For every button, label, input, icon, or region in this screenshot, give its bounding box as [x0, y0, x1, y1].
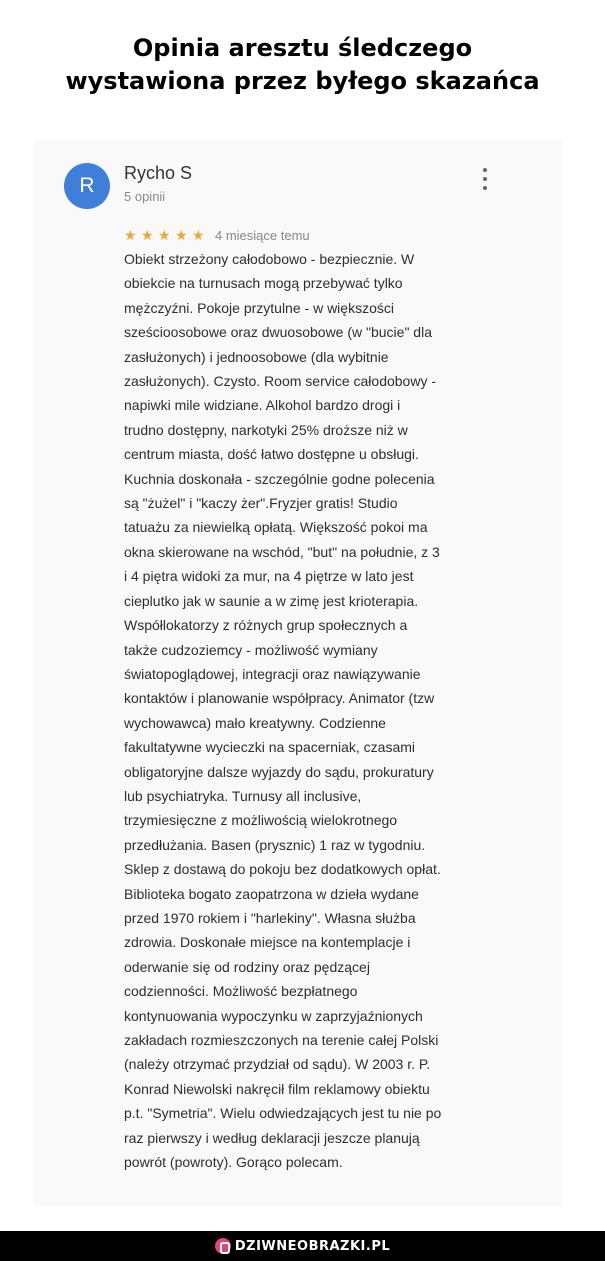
headline-line-2: wystawiona przez byłego skazańca: [65, 67, 540, 95]
review-text-line: raz pierwszy i według deklaracji jeszcze planują: [124, 1129, 420, 1146]
review-text-line: powrót (powroty). Gorąco polecam.: [124, 1154, 343, 1171]
review-text-line: Biblioteka bogato zaopatrzona w dzieła wydane: [124, 885, 419, 902]
site-name: DZIWNEOBRAZKI.PL: [234, 1238, 391, 1254]
star-rating: [124, 227, 209, 243]
review-text-line: lub psychiatryka. Turnusy all inclusive,: [124, 787, 362, 804]
review-text-line: codzienności. Możliwość bezpłatnego: [124, 983, 358, 1000]
review-text-line: sześcioosobowe oraz dwuosobowe (w "bucie" dla: [124, 324, 432, 341]
page-headline: [0, 32, 605, 98]
menu-dot: [483, 177, 487, 181]
review-text-line: trudno dostępny, narkotyki 25% droższe niż w: [124, 421, 408, 438]
review-text-line: centrum miasta, dość łatwo dostępne u obsługi.: [124, 446, 419, 463]
review-text-line: wychowawca) mało kreatywny. Codzienne: [124, 714, 386, 731]
review-time: 4 miesiące temu: [215, 227, 310, 243]
review-text-line: także cudzoziemcy - możliwość wymiany: [124, 641, 378, 658]
review-text-line: Kuchnia doskonała - szczególnie godne polecenia: [124, 470, 435, 487]
headline-line-1: Opinia aresztu śledczego: [132, 34, 473, 62]
review-text-line: cieplutko jak w saunie a w zimę jest krioterapia.: [124, 592, 419, 609]
review-text-line: okna skierowane na wschód, "but" na południe, z 3: [124, 543, 440, 560]
author-avatar[interactable]: [64, 163, 110, 209]
menu-dot: [483, 186, 487, 190]
menu-dot: [483, 168, 487, 172]
site-logo[interactable]: [215, 1238, 390, 1254]
star-icon: ★: [192, 227, 205, 243]
review-text-line: obiekcie na turnusach mogą przebywać tylko: [124, 275, 403, 292]
rating-row: [124, 225, 310, 245]
review-text-line: mężczyźni. Pokoje przytulne - w większości: [124, 299, 394, 316]
star-icon: ★: [124, 227, 137, 243]
review-text-line: zdrowia. Doskonałe miejsce na kontemplacje i: [124, 934, 411, 951]
review-text-line: kontaktów i planowanie współpracy. Animator (tzw: [124, 690, 435, 707]
review-text-line: przedłużania. Basen (prysznic) 1 raz w tygodniu.: [124, 836, 426, 853]
review-text-line: tatuażu za niewielką opłatą. Większość pokoi ma: [124, 519, 428, 536]
author-name[interactable]: Rycho S: [124, 163, 193, 183]
review-text-line: fakultatywne wycieczki na spacerniak, czasami: [124, 739, 416, 756]
review-text-line: światopoglądowej, integracji oraz nawiązywanie: [124, 665, 421, 682]
review-text-line: Współlokatorzy z różnych grup społecznych a: [124, 617, 408, 634]
review-text-line: napiwki mile widziane. Alkohol bardzo drogi i: [124, 397, 401, 414]
review-text-line: zakładach rozmieszczonych na terenie całej Polski: [124, 1032, 439, 1048]
review-text-line: (należy otrzymać przydział od sądu). W 2003 r. P.: [124, 1056, 431, 1073]
review-text-line: Konrad Niewolski nakręcił film reklamowy obiektu: [124, 1080, 430, 1097]
star-icon: ★: [141, 227, 154, 243]
star-icon: ★: [158, 227, 171, 243]
review-text-line: p.t. "Symetria". Wielu odwiedzających jest tu nie po: [124, 1105, 442, 1122]
star-icon: ★: [175, 227, 188, 243]
review-text-line: zasłużonych) i jednoosobowe (dla wybitnie: [124, 348, 389, 365]
review-text-line: przed 1970 rokiem i "harlekiny". Własna służba: [124, 909, 416, 926]
review-text-line: oderwanie się od rodziny oraz pędzącej: [124, 958, 370, 975]
review-text-line: trzymiesięczne z możliwością wielokrotnego: [124, 812, 398, 829]
site-logo-icon: [215, 1238, 231, 1254]
review-text-line: kontynuowania wypoczynku w zaprzyjaźnionych: [124, 1007, 423, 1024]
author-review-count: 5 opinii: [124, 189, 166, 204]
site-footer-bar: [0, 1231, 605, 1261]
review-text-line: są "żużel" i "kaczy żer".Fryzjer gratis! Studio: [124, 495, 398, 512]
review-text-line: Obiekt strzeżony całodobowo - bezpiecznie. W: [124, 251, 415, 267]
review-text-line: zasłużonych). Czysto. Room service całodobowy -: [124, 373, 437, 390]
more-vertical-icon[interactable]: [478, 166, 492, 192]
review-text: [124, 247, 514, 1174]
review-text-line: obligatoryjne dalsze wyjazdy do sądu, prokuratury: [124, 763, 434, 780]
review-text-line: i 4 piętra widoki za mur, na 4 piętrze w lato jest: [124, 568, 414, 585]
avatar-letter: R: [79, 174, 95, 197]
review-text-line: Sklep z dostawą do pokoju bez dodatkowych opłat.: [124, 861, 441, 878]
